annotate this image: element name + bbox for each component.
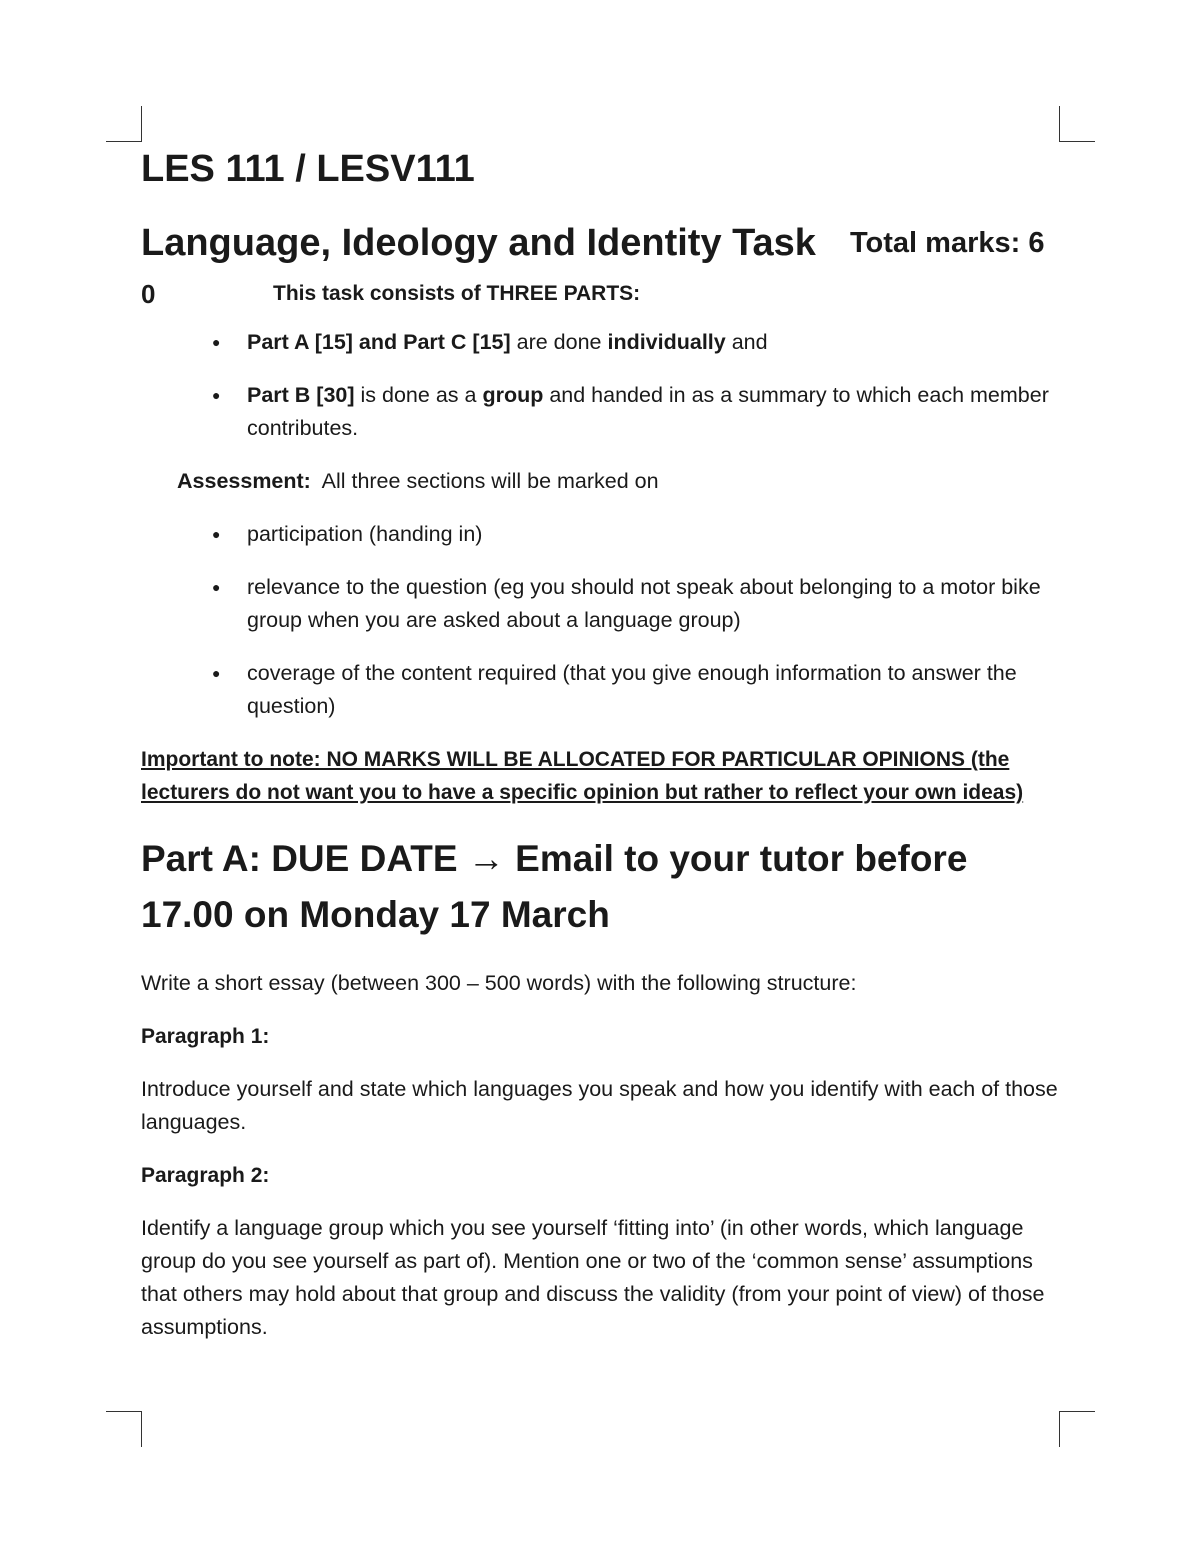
crop-mark-top-left: [106, 106, 142, 142]
part-a-c-text-end: and: [725, 330, 768, 354]
intro-row: [141, 274, 1059, 314]
part-a-heading: Part A: DUE DATE → Email to your tutor before 17.00 on Monday 17 March: [141, 838, 968, 935]
paragraph1-text: Introduce yourself and state which languages you speak and how you identify with each of those languages.: [141, 1077, 1058, 1134]
group-label: group: [482, 383, 544, 407]
task-intro: This task consists of THREE PARTS:: [273, 282, 641, 305]
crop-mark-bottom-left: [106, 1411, 142, 1447]
list-item: ● relevance to the question (eg you should not speak about belonging to a motor bike group when you are asked about a language group): [141, 571, 1059, 637]
assessment-label: Assessment:: [177, 469, 311, 493]
crop-mark-top-right: [1059, 106, 1095, 142]
part-a-c-label: Part A [15] and Part C [15]: [247, 330, 511, 354]
individually-label: individually: [607, 330, 726, 354]
list-item: [141, 326, 1059, 359]
list-item: ● participation (handing in): [141, 518, 1059, 551]
part-a-c-text: are done: [510, 330, 608, 354]
course-code: LES 111 / LESV111: [141, 148, 475, 190]
title-row: [141, 214, 1059, 272]
part-a-instruction: Write a short essay (between 300 – 500 words) with the following structure:: [141, 971, 857, 995]
part-b-text: is done as a: [354, 383, 483, 407]
crop-mark-bottom-right: [1059, 1411, 1095, 1447]
parts-list: [141, 326, 1059, 445]
assessment-text: All three sections will be marked on: [310, 469, 659, 493]
paragraph2-label: Paragraph 2:: [141, 1164, 270, 1187]
document-page: [141, 140, 1059, 1344]
total-marks: Total marks: 6: [850, 227, 1045, 259]
list-item: [141, 379, 1059, 445]
assessment-line: [177, 465, 1059, 498]
part-b-text-end: and handed in as a summary to which each member contributes.: [247, 383, 1049, 440]
paragraph2-text: Identify a language group which you see yourself ‘fitting into’ (in other words, which language group do you see yourself as part of). Mention one or two of the ‘common sense’ assumptions that others may hold about that group and discuss the validity (from your point of view) of those assumptions.: [141, 1216, 1045, 1339]
assessment-criteria-list: [141, 518, 1059, 723]
total-marks-wrap: 0: [141, 279, 156, 309]
paragraph1-label: Paragraph 1:: [141, 1025, 270, 1048]
list-item: ● coverage of the content required (that you give enough information to answer the question): [141, 657, 1059, 723]
important-note: Important to note: NO MARKS WILL BE ALLOCATED FOR PARTICULAR OPINIONS (the lecturers do not want you to have a specific opinion but rather to reflect your own ideas): [141, 748, 1024, 804]
part-b-label: Part B [30]: [247, 383, 355, 407]
task-title: Language, Ideology and Identity Task: [141, 222, 816, 264]
